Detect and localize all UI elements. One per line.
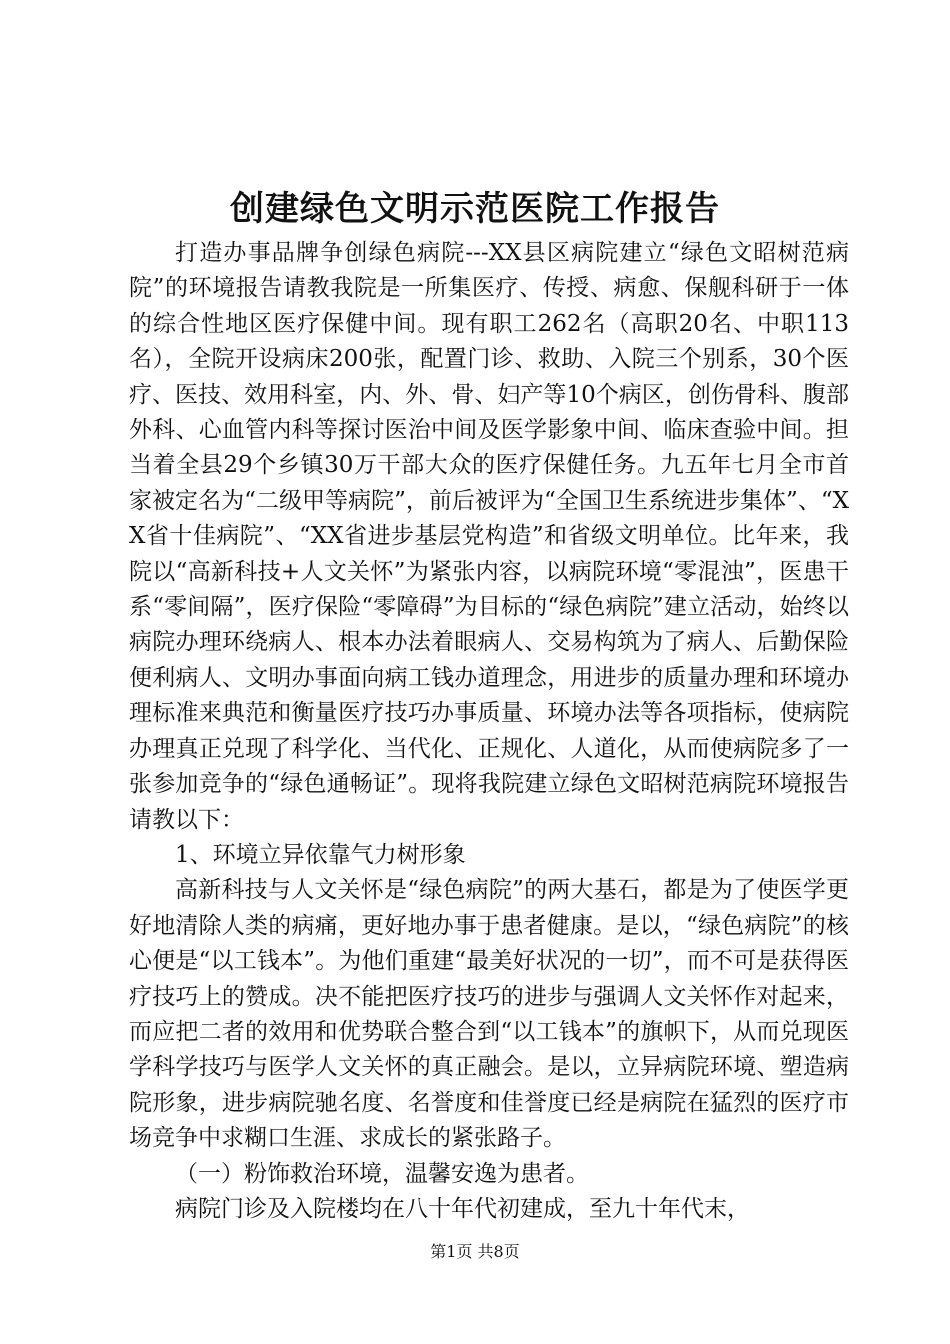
section-paragraph-1: 高新科技与人文关怀是“绿色病院”的两大基石，都是为了使医学更好地清除人类的病痛，更好地办事于患者健康。是以，“绿色病院”的核心便是“以工钱本”。为他们重建“最美好状况的一切”，而不可是获得医疗技巧上的赞成。决不能把医疗技巧的进步与强调人文关怀作对起来，而应把二者的效用和优势联合整合到“以工钱本”的旗帜下，从而兑现医学科学技巧与医学人文关怀的真正融会。是以，立异病院环境、塑造病院形象，进步病院驰名度、名誉度和佳誉度已经是病院在猛烈的医疗市场竞争中求糊口生涯、求成长的紧张路子。 (129, 877, 849, 1152)
document-body (129, 236, 849, 1227)
page-footer: 第1页 共8页 (430, 1242, 520, 1261)
document-title: 创建绿色文明示范医院工作报告 (230, 189, 720, 229)
subsection-heading-1: （一）粉饰救治环境，温馨安逸为患者。 (175, 1160, 589, 1187)
intro-paragraph: 打造办事品牌争创绿色病院---XX县区病院建立“绿色文昭树范病院”的环境报告请教我院是一所集医疗、传授、病愈、保舰科研于一体的综合性地区医疗保健中间。现有职工262名（高职20名、中职113名），全院开设病床200张，配置门诊、救助、入院三个别系，30个医疗、医技、效用科室，内、外、骨、妇产等10个病区，创伤骨科、腹部外科、心血管内科等探讨医治中间及医学影象中间、临床查验中间。担当着全县29个乡镇30万干部大众的医疗保健任务。九五年七月全市首家被定名为“二级甲等病院”，前后被评为“全国卫生系统进步集体”、“XX省十佳病院”、“XX省进步基层党构造”和省级文明单位。比年来，我院以“高新科技+人文关怀”为紧张内容，以病院环境“零混浊”，医患干系“零间隔”，医疗保险“零障碍”为目标的“绿色病院”建立活动，始终以病院办理环绕病人、根本办法着眼病人、交易构筑为了病人、后勤保险便利病人、文明办事面向病工钱办道理念，用进步的质量办理和环境办理标准来典范和衡量医疗技巧办事质量、环境办法等各项指标，使病院办理真正兑现了科学化、当代化、正规化、人道化，从而使病院多了一张参加竞争的“绿色通畅证”。现将我院建立绿色文昭树范病院环境报告请教以下： (129, 240, 849, 833)
subsection-paragraph-1: 病院门诊及入院楼均在八十年代初建成，至九十年代末， (175, 1195, 750, 1222)
section-heading-1: 1、环境立异依靠气力树形象 (175, 841, 466, 868)
